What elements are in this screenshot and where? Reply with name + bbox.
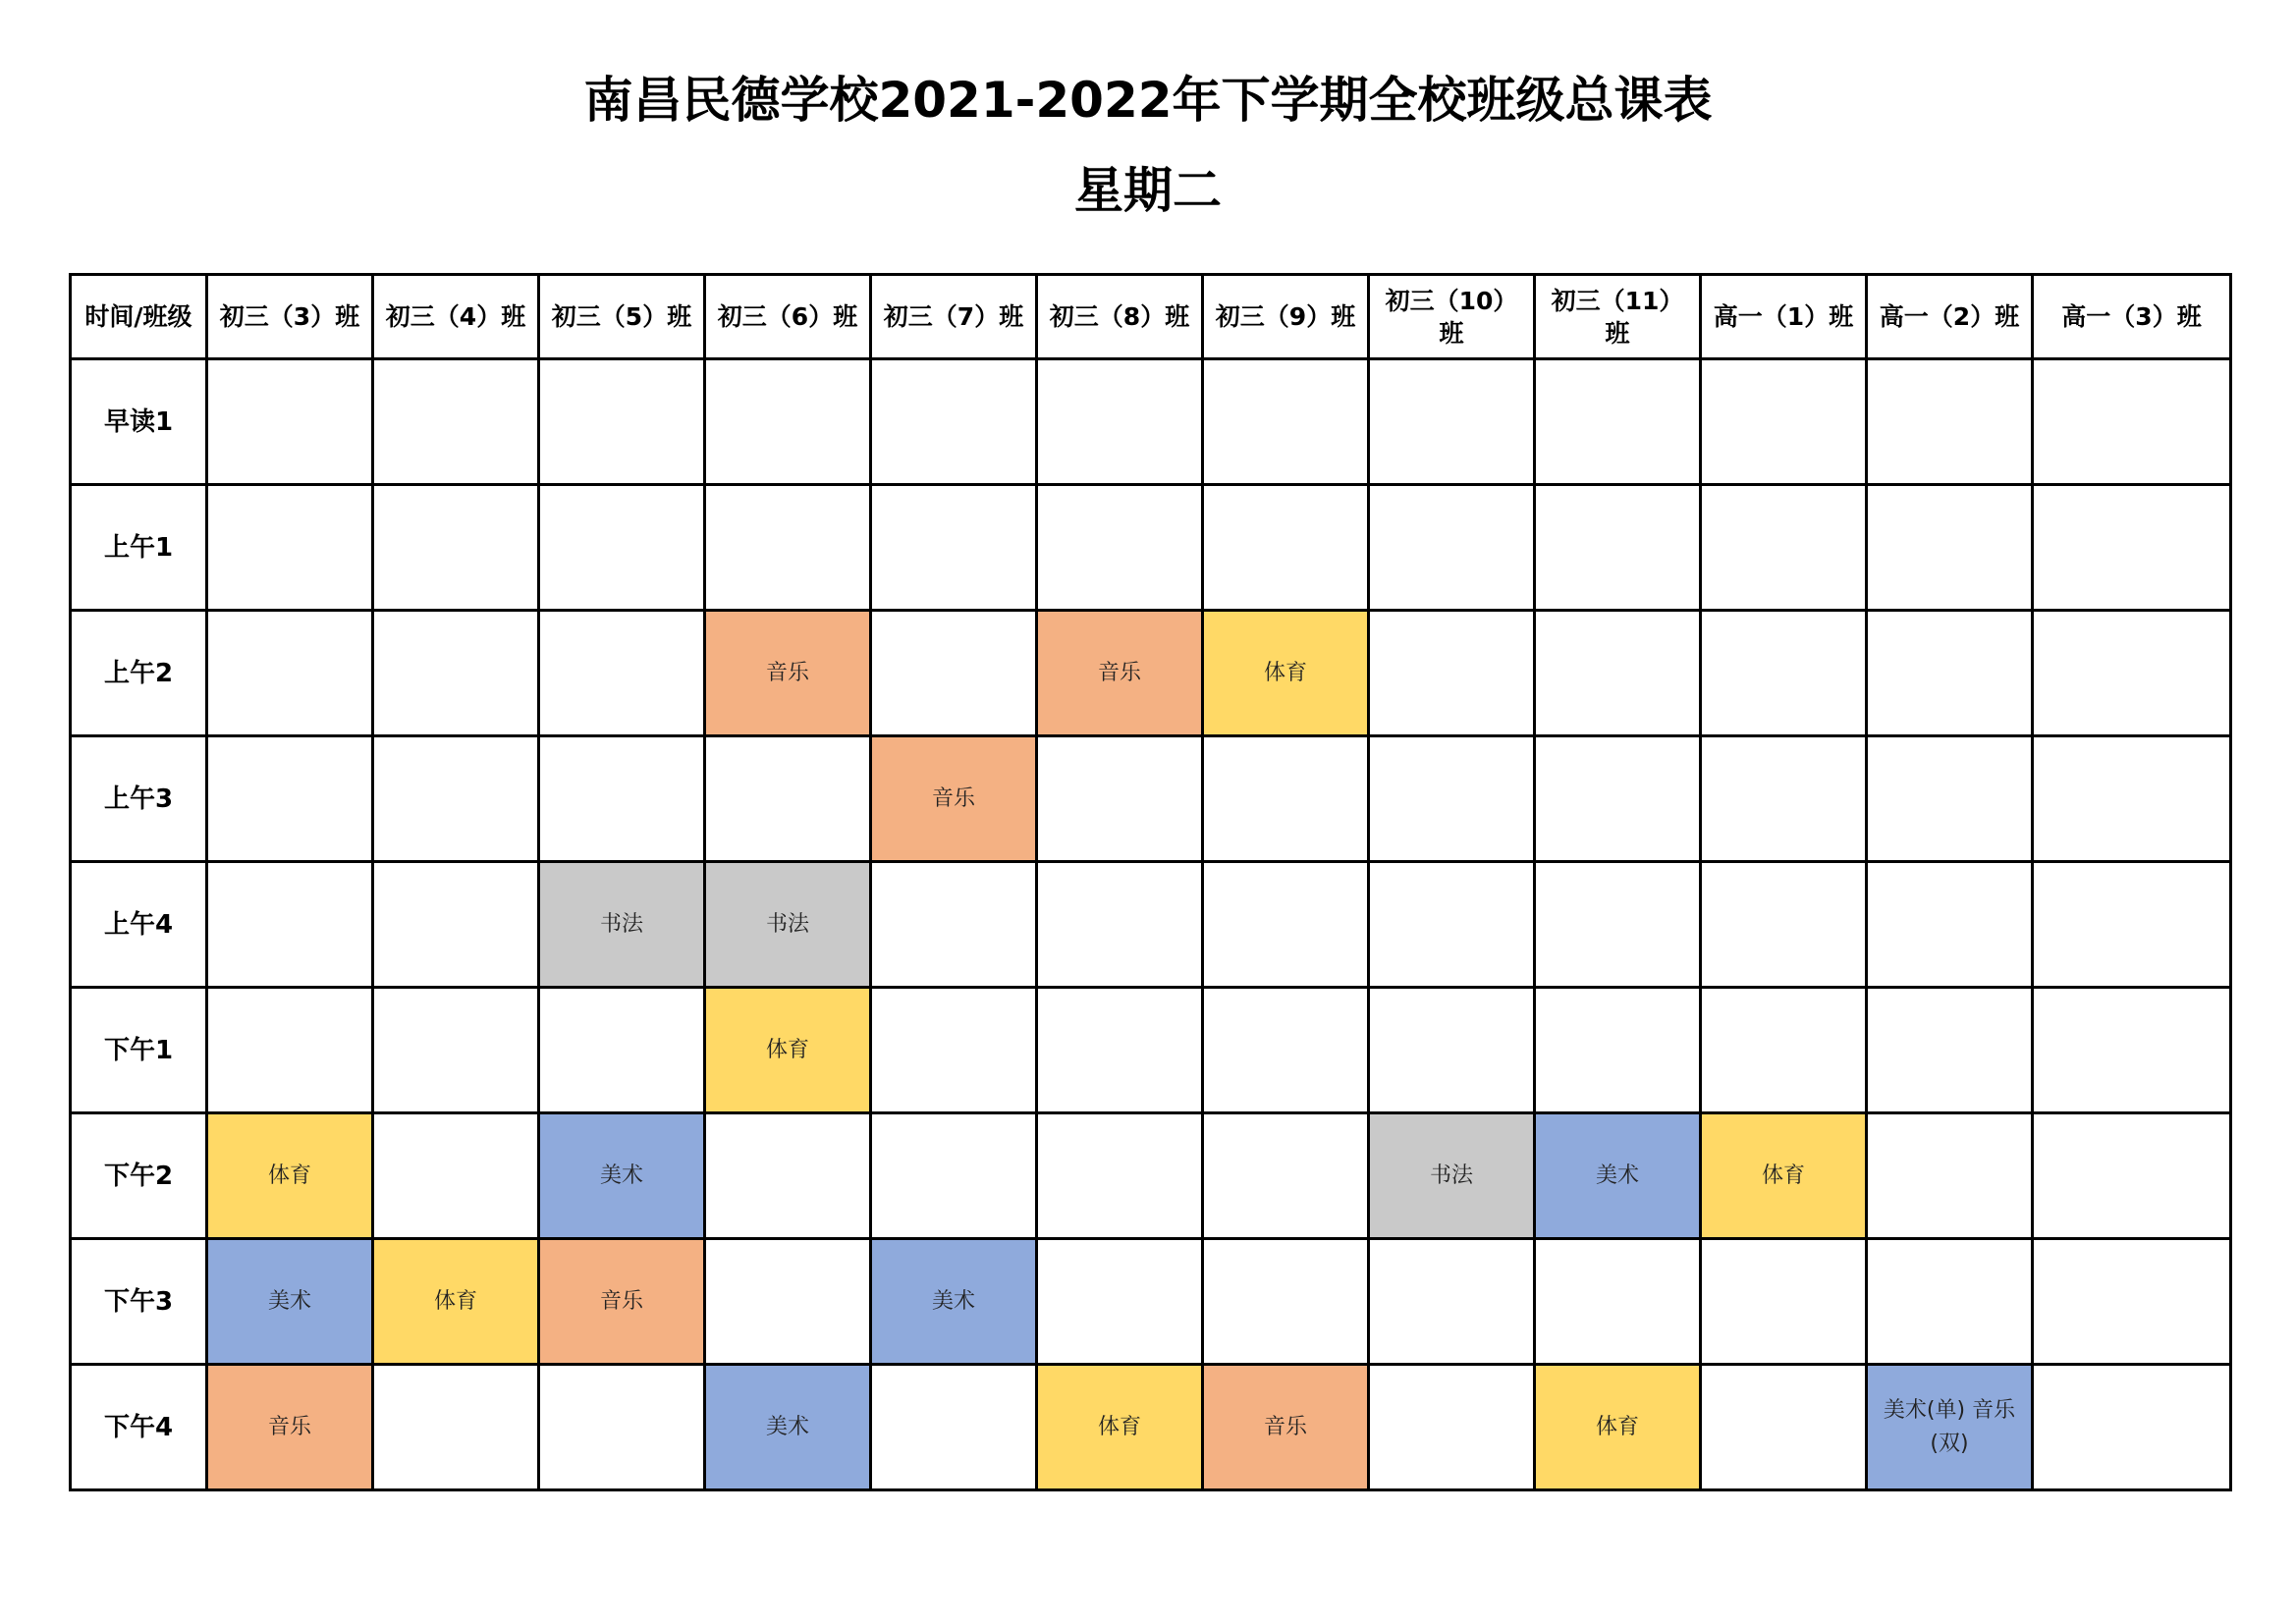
empty-cell xyxy=(871,611,1037,736)
empty-cell xyxy=(1535,485,1701,611)
timetable xyxy=(69,273,2232,1491)
empty-cell xyxy=(871,359,1037,485)
period-label: 上午2 xyxy=(71,611,207,736)
schedule-row xyxy=(71,1239,2231,1365)
empty-cell xyxy=(207,359,373,485)
empty-cell xyxy=(373,359,539,485)
empty-cell xyxy=(1701,862,1867,988)
lesson-cell: 音乐 xyxy=(871,736,1037,862)
empty-cell xyxy=(1369,862,1535,988)
schedule-row xyxy=(71,1113,2231,1239)
lesson-cell: 体育 xyxy=(1203,611,1369,736)
empty-cell xyxy=(2033,359,2231,485)
class-header: 初三（3）班 xyxy=(207,275,373,359)
empty-cell xyxy=(1701,1365,1867,1490)
empty-cell xyxy=(1369,1239,1535,1365)
empty-cell xyxy=(1701,485,1867,611)
lesson-cell: 音乐 xyxy=(207,1365,373,1490)
empty-cell xyxy=(1701,359,1867,485)
empty-cell xyxy=(207,736,373,862)
corner-header: 时间/班级 xyxy=(71,275,207,359)
empty-cell xyxy=(1037,988,1203,1113)
empty-cell xyxy=(1203,862,1369,988)
empty-cell xyxy=(705,1113,871,1239)
empty-cell xyxy=(1535,988,1701,1113)
empty-cell xyxy=(2033,862,2231,988)
empty-cell xyxy=(1037,862,1203,988)
lesson-cell: 书法 xyxy=(1369,1113,1535,1239)
class-header: 高一（3）班 xyxy=(2033,275,2231,359)
empty-cell xyxy=(539,988,705,1113)
empty-cell xyxy=(1369,611,1535,736)
period-label: 上午3 xyxy=(71,736,207,862)
empty-cell xyxy=(1867,359,2033,485)
empty-cell xyxy=(539,1365,705,1490)
lesson-cell: 音乐 xyxy=(539,1239,705,1365)
lesson-cell: 体育 xyxy=(1037,1365,1203,1490)
schedule-row xyxy=(71,611,2231,736)
empty-cell xyxy=(871,862,1037,988)
empty-cell xyxy=(1867,485,2033,611)
class-header: 初三（6）班 xyxy=(705,275,871,359)
class-header: 高一（1）班 xyxy=(1701,275,1867,359)
empty-cell xyxy=(539,485,705,611)
schedule-row xyxy=(71,862,2231,988)
empty-cell xyxy=(1203,736,1369,862)
empty-cell xyxy=(1203,1239,1369,1365)
empty-cell xyxy=(1037,1113,1203,1239)
empty-cell xyxy=(1701,736,1867,862)
lesson-cell: 体育 xyxy=(705,988,871,1113)
empty-cell xyxy=(1535,736,1701,862)
class-header: 高一（2）班 xyxy=(1867,275,2033,359)
empty-cell xyxy=(539,359,705,485)
empty-cell xyxy=(1701,988,1867,1113)
lesson-cell: 音乐 xyxy=(1037,611,1203,736)
schedule-title: 南昌民德学校2021-2022年下学期全校班级总课表 xyxy=(583,72,1713,129)
empty-cell xyxy=(1203,359,1369,485)
class-header: 初三（11）班 xyxy=(1535,275,1701,359)
class-header: 初三（4）班 xyxy=(373,275,539,359)
empty-cell xyxy=(705,359,871,485)
lesson-cell: 美术 xyxy=(871,1239,1037,1365)
empty-cell xyxy=(1037,359,1203,485)
empty-cell xyxy=(1867,1113,2033,1239)
empty-cell xyxy=(373,485,539,611)
empty-cell xyxy=(2033,988,2231,1113)
empty-cell xyxy=(207,862,373,988)
class-header: 初三（5）班 xyxy=(539,275,705,359)
empty-cell xyxy=(1203,1113,1369,1239)
empty-cell xyxy=(373,736,539,862)
period-label: 上午1 xyxy=(71,485,207,611)
empty-cell xyxy=(539,736,705,862)
empty-cell xyxy=(871,485,1037,611)
period-label: 早读1 xyxy=(71,359,207,485)
empty-cell xyxy=(2033,1239,2231,1365)
empty-cell xyxy=(871,1365,1037,1490)
class-header: 初三（8）班 xyxy=(1037,275,1203,359)
schedule-row xyxy=(71,485,2231,611)
class-header: 初三（10）班 xyxy=(1369,275,1535,359)
empty-cell xyxy=(1369,988,1535,1113)
empty-cell xyxy=(1701,1239,1867,1365)
empty-cell xyxy=(373,862,539,988)
empty-cell xyxy=(373,1365,539,1490)
period-label: 上午4 xyxy=(71,862,207,988)
lesson-cell: 体育 xyxy=(1701,1113,1867,1239)
empty-cell xyxy=(373,1113,539,1239)
empty-cell xyxy=(705,485,871,611)
lesson-cell: 体育 xyxy=(373,1239,539,1365)
empty-cell xyxy=(1369,359,1535,485)
empty-cell xyxy=(1037,736,1203,862)
empty-cell xyxy=(1867,736,2033,862)
empty-cell xyxy=(207,485,373,611)
lesson-cell: 美术 xyxy=(1535,1113,1701,1239)
period-label: 下午2 xyxy=(71,1113,207,1239)
header-row xyxy=(71,275,2231,359)
lesson-cell: 体育 xyxy=(1535,1365,1701,1490)
empty-cell xyxy=(1867,1239,2033,1365)
lesson-cell: 美术(单) 音乐(双) xyxy=(1867,1365,2033,1490)
empty-cell xyxy=(207,988,373,1113)
empty-cell xyxy=(871,1113,1037,1239)
empty-cell xyxy=(1535,862,1701,988)
empty-cell xyxy=(1535,611,1701,736)
empty-cell xyxy=(1203,485,1369,611)
empty-cell xyxy=(1535,359,1701,485)
empty-cell xyxy=(2033,611,2231,736)
empty-cell xyxy=(2033,1113,2231,1239)
empty-cell xyxy=(1037,485,1203,611)
lesson-cell: 体育 xyxy=(207,1113,373,1239)
period-label: 下午4 xyxy=(71,1365,207,1490)
empty-cell xyxy=(1369,1365,1535,1490)
class-header: 初三（9）班 xyxy=(1203,275,1369,359)
lesson-cell: 书法 xyxy=(539,862,705,988)
schedule-row xyxy=(71,359,2231,485)
lesson-cell: 书法 xyxy=(705,862,871,988)
empty-cell xyxy=(1867,988,2033,1113)
empty-cell xyxy=(1535,1239,1701,1365)
empty-cell xyxy=(705,1239,871,1365)
empty-cell xyxy=(2033,736,2231,862)
schedule-row xyxy=(71,988,2231,1113)
empty-cell xyxy=(373,611,539,736)
empty-cell xyxy=(373,988,539,1113)
schedule-row xyxy=(71,736,2231,862)
lesson-cell: 美术 xyxy=(539,1113,705,1239)
empty-cell xyxy=(2033,1365,2231,1490)
empty-cell xyxy=(1701,611,1867,736)
empty-cell xyxy=(2033,485,2231,611)
schedule-row xyxy=(71,1365,2231,1490)
lesson-cell: 音乐 xyxy=(1203,1365,1369,1490)
empty-cell xyxy=(871,988,1037,1113)
empty-cell xyxy=(1369,485,1535,611)
lesson-cell: 美术 xyxy=(207,1239,373,1365)
empty-cell xyxy=(1203,988,1369,1113)
lesson-cell: 音乐 xyxy=(705,611,871,736)
weekday-subtitle: 星期二 xyxy=(1074,162,1222,219)
class-header: 初三（7）班 xyxy=(871,275,1037,359)
empty-cell xyxy=(1369,736,1535,862)
period-label: 下午3 xyxy=(71,1239,207,1365)
empty-cell xyxy=(705,736,871,862)
period-label: 下午1 xyxy=(71,988,207,1113)
empty-cell xyxy=(207,611,373,736)
empty-cell xyxy=(1867,862,2033,988)
empty-cell xyxy=(1867,611,2033,736)
empty-cell xyxy=(539,611,705,736)
empty-cell xyxy=(1037,1239,1203,1365)
lesson-cell: 美术 xyxy=(705,1365,871,1490)
